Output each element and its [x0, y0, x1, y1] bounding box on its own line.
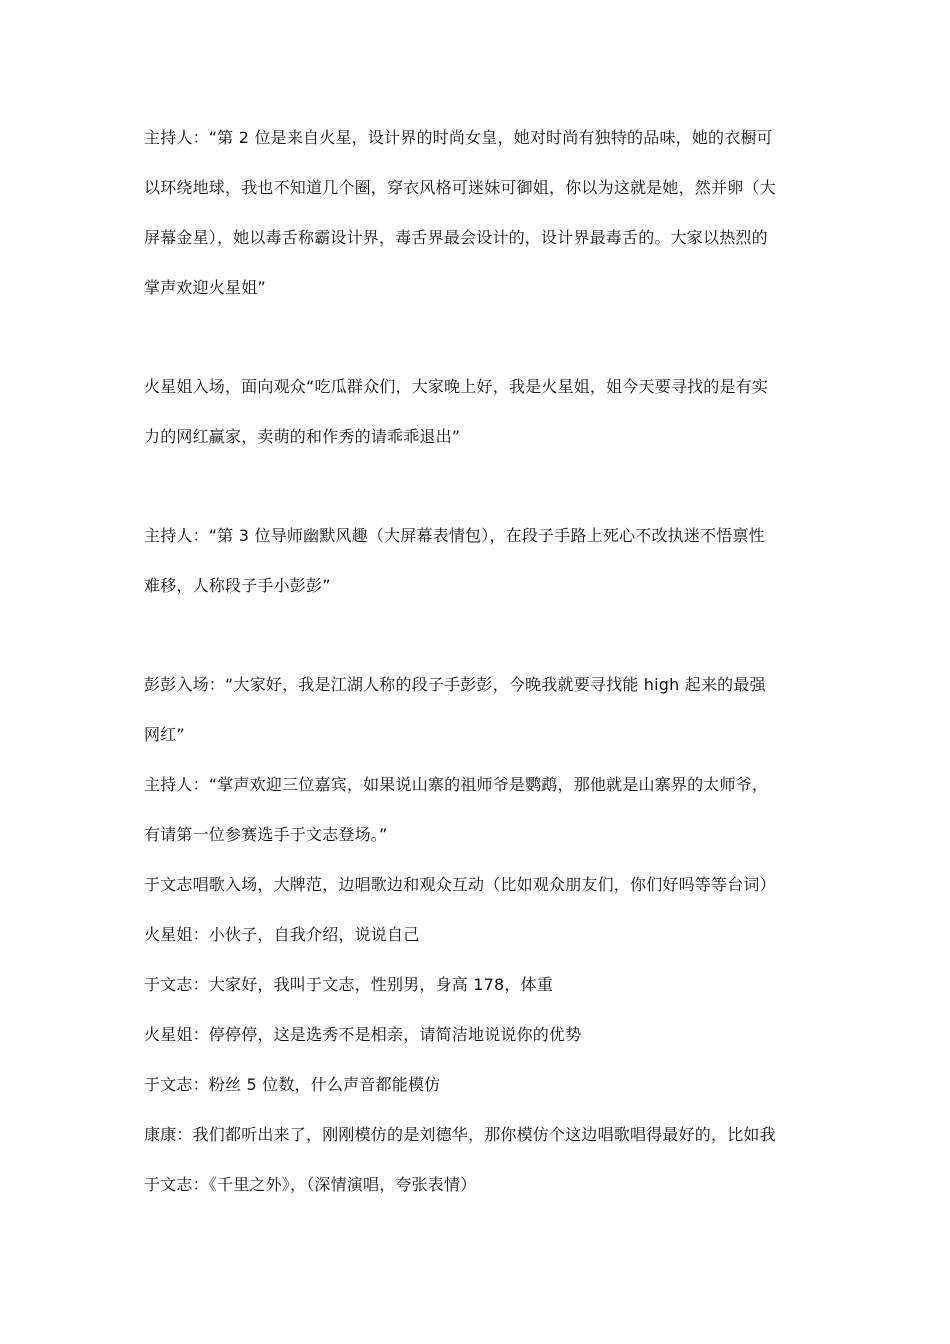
text-line: 难移，人称段子手小彭彭” [144, 576, 331, 595]
text-line: 有请第一位参赛选手于文志登场。” [144, 825, 388, 844]
text-line: 火星姐入场，面向观众“吃瓜群众们，大家晚上好，我是火星姐，姐今天要寻找的是有实 [144, 377, 769, 396]
text-line: 彭彭入场：“大家好，我是江湖人称的段子手彭彭，今晚我就要寻找能 high 起来的最强 [144, 675, 766, 694]
text-line: 于文志：粉丝 5 位数，什么声音都能模仿 [144, 1075, 441, 1094]
text-line: 主持人：“掌声欢迎三位嘉宾，如果说山寨的祖师爷是鹦鹉，那他就是山寨界的太师爷， [144, 775, 769, 794]
text-line: 网红” [144, 725, 185, 744]
paragraph-mars-entrance [144, 362, 814, 462]
paragraph-host-intro-mars [144, 113, 814, 313]
text-line: 于文志唱歌入场，大牌范，边唱歌边和观众互动（比如观众朋友们，你们好吗等等台词） [144, 875, 776, 894]
text-line: 掌声欢迎火星姐” [144, 278, 266, 297]
text-line: 火星姐：小伙子，自我介绍，说说自己 [144, 925, 420, 944]
paragraph-host-intro-pengpeng [144, 511, 814, 611]
text-line: 以环绕地球，我也不知道几个圈，穿衣风格可迷妹可御姐，你以为这就是她，然并卵（大 [144, 178, 776, 197]
text-line: 主持人：“第 3 位导师幽默风趣（大屏幕表情包），在段子手路上死心不改执迷不悟禀性 [144, 526, 765, 545]
text-line: 康康：我们都听出来了，刚刚模仿的是刘德华，那你模仿个这边唱歌唱得最好的，比如我 [144, 1125, 776, 1144]
text-line: 于文志：大家好，我叫于文志，性别男，身高 178，体重 [144, 975, 554, 994]
text-line: 主持人：“第 2 位是来自火星，设计界的时尚女皇，她对时尚有独特的品味，她的衣橱可 [144, 128, 773, 147]
text-line: 火星姐：停停停，这是选秀不是相亲，请简洁地说说你的优势 [144, 1025, 582, 1044]
paragraph-dialogue [144, 660, 814, 1210]
text-line: 力的网红赢家，卖萌的和作秀的请乖乖退出” [144, 427, 461, 446]
text-line: 于文志：《千里之外》，（深情演唱，夸张表情） [144, 1175, 477, 1194]
text-line: 屏幕金星），她以毒舌称霸设计界，毒舌界最会设计的，设计界最毒舌的。大家以热烈的 [144, 228, 768, 247]
